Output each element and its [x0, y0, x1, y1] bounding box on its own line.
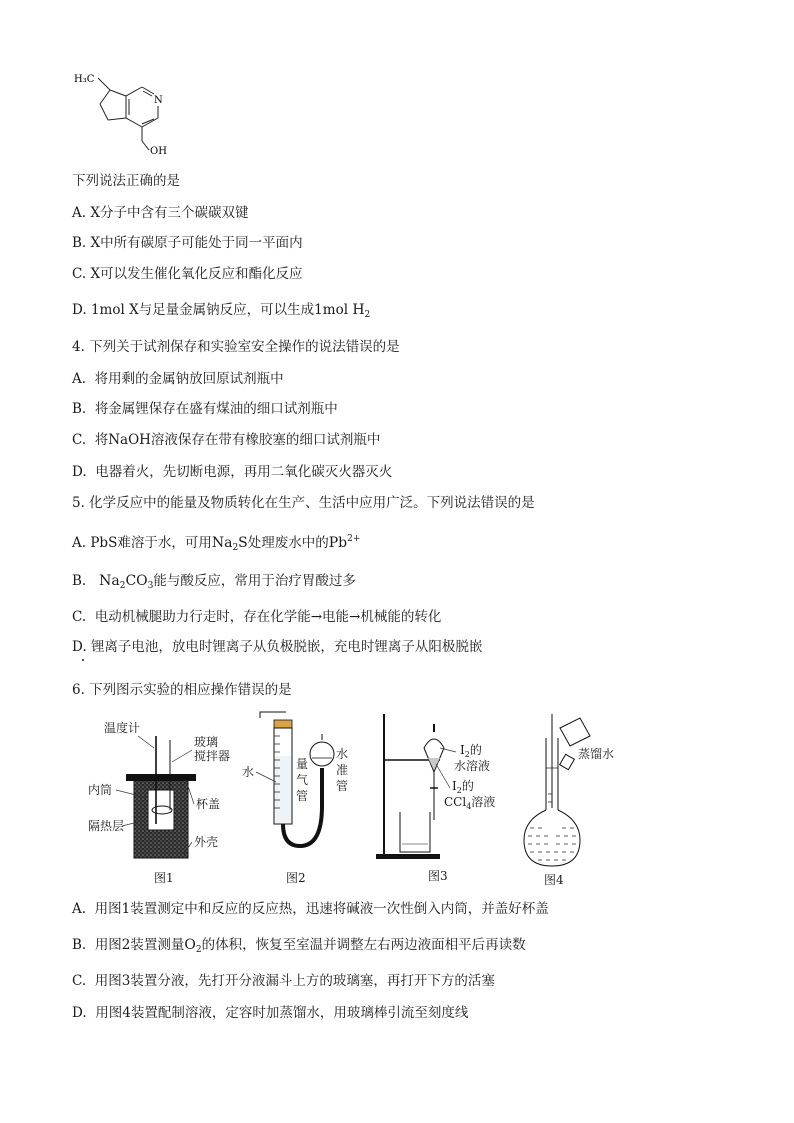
q4-option-d: D. 电器着火，先切断电源，再用二氧化碳灭火器灭火	[72, 464, 393, 480]
inner-cup-label: 内筒	[88, 783, 113, 797]
stirrer-label-2: 搅拌器	[194, 749, 231, 763]
q6-option-a: A. 用图1装置测定中和反应的反应热，迅速将碱液一次性倒入内筒，并盖好杯盖	[72, 901, 549, 917]
stray-dot	[82, 659, 84, 661]
iodine-water-label-1: $I_2$的	[460, 743, 482, 759]
question-4-stem: 4. 下列关于试剂保存和实验室安全操作的说法错误的是	[72, 339, 400, 355]
q4-option-c: C. 将NaOH溶液保存在带有橡胶塞的细口试剂瓶中	[72, 432, 381, 448]
q6-option-c: C. 用图3装置分液，先打开分液漏斗上方的玻璃塞，再打开下方的活塞	[72, 973, 495, 989]
q5-option-d: D. 锂离子电池，放电时锂离子从负极脱嵌，充电时锂离子从阳极脱嵌	[72, 639, 483, 655]
figure-3-separatory-funnel	[370, 708, 510, 888]
option-a: A. X分子中含有三个碳碳双键	[72, 205, 249, 221]
nitrogen-label: N	[154, 95, 163, 106]
figure-4-volumetric-flask	[516, 708, 636, 890]
burette-label-1: 量	[296, 757, 309, 771]
burette-label-2: 气	[296, 773, 309, 787]
question-stem: 下列说法正确的是	[72, 173, 180, 189]
figure-3-caption: 图3	[428, 869, 448, 883]
molecule-x-structure	[70, 68, 180, 160]
lid-label: 杯盖	[196, 797, 221, 811]
question-6-stem: 6. 下列图示实验的相应操作错误的是	[72, 682, 292, 698]
distilled-water-label: 蒸馏水	[578, 747, 615, 761]
insulation-label: 隔热层	[88, 819, 125, 833]
figure-1-calorimeter	[86, 718, 236, 888]
q6-option-b: B. 用图2装置测量$O_2$的体积，恢复至室温并调整左右两边液面相平后再读数	[72, 937, 526, 955]
q5-option-c: C. 电动机械腿助力行走时，存在化学能→电能→机械能的转化	[72, 609, 442, 625]
figure-2-caption: 图2	[286, 871, 306, 885]
iodine-ccl4-label-2: CCl$_4$溶液	[444, 795, 496, 811]
option-c: C. X可以发生催化氧化反应和酯化反应	[72, 266, 303, 282]
q5-option-a: A. PbS难溶于水，可用$Na_2S$处理废水中的$Pb^{2+}$	[72, 534, 361, 553]
leveling-label-3: 管	[336, 779, 349, 793]
figure-1-caption: 图1	[154, 871, 174, 885]
thermometer-label: 温度计	[104, 721, 141, 735]
question-5-stem: 5. 化学反应中的能量及物质转化在生产、生活中应用广泛。下列说法错误的是	[72, 495, 535, 511]
option-b: B. X中所有碳原子可能处于同一平面内	[72, 235, 303, 251]
figure-4-caption: 图4	[544, 873, 564, 887]
stirrer-label-1: 玻璃	[194, 735, 219, 749]
methyl-label: H₃C	[74, 74, 95, 85]
leveling-label-2: 准	[336, 763, 349, 777]
q4-option-a: A. 将用剩的金属钠放回原试剂瓶中	[72, 371, 284, 387]
hydroxyl-label: OH	[150, 146, 167, 157]
outer-shell-label: 外壳	[194, 835, 219, 849]
iodine-water-label-2: 水溶液	[454, 759, 491, 773]
q4-option-b: B. 将金属锂保存在盛有煤油的细口试剂瓶中	[72, 401, 338, 417]
leveling-label-1: 水	[336, 747, 349, 761]
q5-option-b: B. $Na_2CO_3$能与酸反应，常用于治疗胃酸过多	[72, 573, 356, 591]
q6-option-d: D. 用图4装置配制溶液，定容时加蒸馏水，用玻璃棒引流至刻度线	[72, 1005, 469, 1021]
burette-label-3: 管	[296, 789, 309, 803]
water-label: 水	[242, 765, 255, 779]
option-d: D. 1mol X与足量金属钠反应，可以生成1mol $H_2$	[72, 302, 371, 320]
figure-2-gas-burette	[238, 706, 368, 888]
iodine-ccl4-label-1: $I_2$的	[452, 779, 474, 795]
